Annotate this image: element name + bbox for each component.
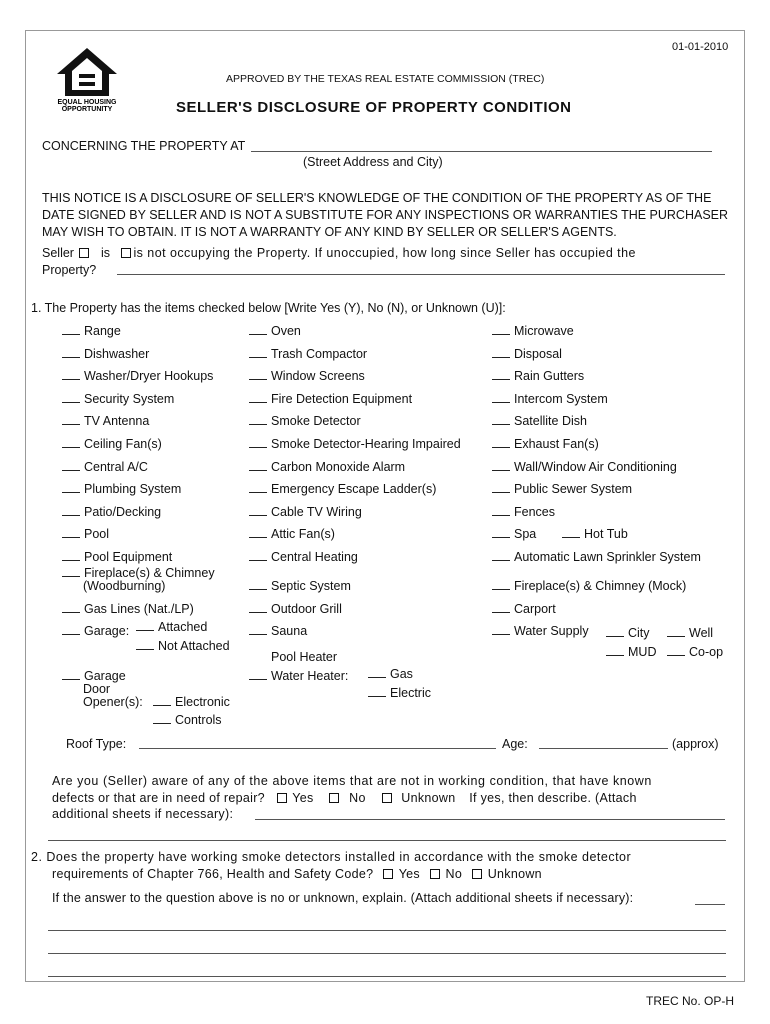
item-blank[interactable] bbox=[492, 624, 510, 635]
item-outdoor-grill[interactable] bbox=[249, 602, 342, 616]
item-label: Gas Lines (Nat./LP) bbox=[84, 602, 194, 616]
concerning-label: CONCERNING THE PROPERTY AT bbox=[42, 139, 246, 153]
item-water-city[interactable] bbox=[606, 626, 650, 640]
smoke-explain-field-0[interactable] bbox=[695, 904, 725, 905]
item-blank[interactable] bbox=[62, 550, 80, 561]
item-label: Water Supply bbox=[514, 624, 589, 638]
item-label: Not Attached bbox=[158, 639, 230, 653]
item-heater-gas[interactable] bbox=[368, 667, 413, 681]
section2-line-3: If the answer to the question above is no or unknown, explain. (Attach additional sheets if necessary): bbox=[52, 891, 634, 905]
aware-question: defects or that are in need of repair? bbox=[52, 791, 265, 805]
item-blank[interactable] bbox=[492, 437, 510, 448]
equal-housing-icon bbox=[55, 46, 119, 112]
item-col1-1[interactable] bbox=[62, 347, 149, 361]
item-label: Well bbox=[689, 626, 714, 640]
item-label: Dishwasher bbox=[84, 346, 150, 361]
smoke-unknown-label: Unknown bbox=[487, 867, 542, 881]
item-fireplace-mock[interactable] bbox=[492, 579, 686, 593]
unoccupied-duration-field[interactable] bbox=[117, 274, 725, 275]
aware-yes-checkbox[interactable] bbox=[277, 793, 287, 803]
approx-label: (approx) bbox=[672, 737, 719, 751]
item-septic[interactable] bbox=[249, 579, 351, 593]
item-sauna[interactable] bbox=[249, 624, 307, 638]
smoke-no-label: No bbox=[445, 867, 463, 881]
item-label: Hot Tub bbox=[584, 527, 628, 541]
item-label: Security System bbox=[84, 391, 175, 406]
item-col2-3[interactable] bbox=[249, 392, 412, 406]
section2-line-1: 2. Does the property have working smoke detectors installed in accordance with the smoke detector bbox=[31, 850, 632, 864]
item-blank[interactable] bbox=[62, 505, 80, 516]
item-col3-2[interactable] bbox=[492, 369, 584, 383]
item-blank[interactable] bbox=[667, 645, 685, 656]
item-col3-4[interactable] bbox=[492, 414, 587, 428]
item-blank[interactable] bbox=[249, 460, 267, 471]
item-blank[interactable] bbox=[492, 602, 510, 613]
item-label: Carport bbox=[514, 602, 556, 616]
item-blank[interactable] bbox=[62, 482, 80, 493]
item-blank[interactable] bbox=[62, 324, 80, 335]
roof-type-label: Roof Type: bbox=[66, 737, 127, 751]
item-label: Carbon Monoxide Alarm bbox=[271, 459, 406, 474]
occupancy-line bbox=[42, 246, 636, 260]
item-col3-8[interactable] bbox=[492, 505, 555, 519]
item-label: Electric bbox=[390, 686, 431, 700]
item-label: Water Heater: bbox=[271, 669, 349, 683]
aware-describe-field[interactable] bbox=[255, 819, 725, 820]
aware-line-3: additional sheets if necessary): bbox=[52, 807, 234, 821]
item-blank[interactable] bbox=[492, 324, 510, 335]
item-label: Trash Compactor bbox=[271, 346, 368, 361]
item-col3-1[interactable] bbox=[492, 347, 562, 361]
item-blank[interactable] bbox=[249, 347, 267, 358]
item-col1-9[interactable] bbox=[62, 527, 109, 541]
item-blank[interactable] bbox=[136, 639, 154, 650]
item-heater-electric[interactable] bbox=[368, 686, 431, 700]
item-col2-1[interactable] bbox=[249, 347, 367, 361]
item-label: Fireplace(s) & Chimney bbox=[84, 566, 215, 580]
item-label: TV Antenna bbox=[84, 414, 150, 429]
item-label: Attic Fan(s) bbox=[271, 527, 335, 542]
item-col3-3[interactable] bbox=[492, 392, 608, 406]
item-blank[interactable] bbox=[606, 645, 624, 656]
item-label: Pool bbox=[84, 527, 110, 542]
item-blank[interactable] bbox=[136, 620, 154, 631]
logo-text-1: EQUAL HOUSING bbox=[57, 99, 117, 106]
item-label: Central Heating bbox=[271, 550, 358, 564]
item-label: Garage: bbox=[84, 624, 130, 638]
is-occupying-checkbox[interactable] bbox=[79, 248, 89, 258]
item-blank[interactable] bbox=[562, 527, 580, 538]
item-blank[interactable] bbox=[249, 482, 267, 493]
item-blank[interactable] bbox=[249, 602, 267, 613]
age-label: Age: bbox=[502, 737, 528, 751]
item-blank[interactable] bbox=[492, 460, 510, 471]
item-col1-4[interactable] bbox=[62, 414, 149, 428]
seller-label: Seller bbox=[42, 246, 74, 260]
item-blank[interactable] bbox=[492, 369, 510, 380]
item-label: Exhaust Fan(s) bbox=[514, 437, 599, 451]
item-label: Fences bbox=[514, 504, 555, 519]
item-label: Fireplace(s) & Chimney (Mock) bbox=[514, 579, 687, 593]
item-label: Garage bbox=[84, 669, 126, 683]
item-col1-0[interactable] bbox=[62, 324, 121, 338]
item-blank[interactable] bbox=[153, 695, 171, 706]
disclosure-notice: THIS NOTICE IS A DISCLOSURE OF SELLER'S KNOWLEDGE OF THE CONDITION OF THE PROPERTY AS OF THE DATE SIGNED BY SELLER AND IS NOT A SUBSTITUTE FOR ANY INSPECTIONS OR WARRANTIES THE PURCHASER MAY WISH TO OBTAIN. IT IS NOT A WARRANTY OF ANY KIND BY SELLER OR SELLER'S AGENTS. bbox=[42, 191, 729, 239]
item-label: Oven bbox=[271, 324, 301, 338]
item-label-2: Door bbox=[83, 682, 111, 696]
item-label: Co-op bbox=[689, 645, 724, 659]
form-date: 01-01-2010 bbox=[672, 41, 729, 53]
item-col1-5[interactable] bbox=[62, 437, 162, 451]
item-col1-3[interactable] bbox=[62, 392, 174, 406]
item-col2-9[interactable] bbox=[249, 527, 335, 541]
item-blank[interactable] bbox=[62, 602, 80, 613]
form-number: TREC No. OP-H bbox=[646, 994, 735, 1008]
item-blank[interactable] bbox=[249, 579, 267, 590]
item-garage-door-opener[interactable] bbox=[62, 669, 143, 709]
item-water-coop[interactable] bbox=[667, 645, 723, 659]
aware-line-2 bbox=[52, 791, 637, 805]
item-col1-8[interactable] bbox=[62, 505, 161, 519]
item-blank[interactable] bbox=[249, 437, 267, 448]
aware-unknown-checkbox[interactable] bbox=[382, 793, 392, 803]
item-blank[interactable] bbox=[492, 392, 510, 403]
item-label: Central A/C bbox=[84, 459, 148, 474]
item-blank[interactable] bbox=[153, 713, 171, 724]
item-blank[interactable] bbox=[249, 505, 267, 516]
item-label-3: Opener(s): bbox=[83, 695, 143, 709]
item-col3-9[interactable] bbox=[492, 527, 536, 541]
item-label: Range bbox=[84, 324, 121, 338]
section2-line-2 bbox=[52, 867, 542, 881]
form-title: SELLER'S DISCLOSURE OF PROPERTY CONDITION bbox=[176, 99, 572, 116]
item-label: Smoke Detector-Hearing Impaired bbox=[271, 437, 461, 451]
item-blank[interactable] bbox=[492, 482, 510, 493]
item-label: Patio/Decking bbox=[84, 504, 162, 519]
item-label: Disposal bbox=[514, 346, 562, 361]
item-col1-6[interactable] bbox=[62, 460, 148, 474]
smoke-explain-field-2[interactable] bbox=[48, 953, 726, 954]
item-fireplace-wood[interactable] bbox=[62, 566, 215, 593]
section1-heading: 1. The Property has the items checked below [Write Yes (Y), No (N), or Unknown (U)]: bbox=[31, 301, 506, 315]
smoke-question: requirements of Chapter 766, Health and Safety Code? bbox=[52, 867, 374, 881]
item-col1-10[interactable] bbox=[62, 550, 172, 564]
item-blank[interactable] bbox=[249, 550, 267, 561]
item-col2-4[interactable] bbox=[249, 414, 361, 428]
item-label: Fire Detection Equipment bbox=[271, 391, 413, 406]
aware-describe-field-2[interactable] bbox=[48, 840, 726, 841]
item-blank[interactable] bbox=[62, 414, 80, 425]
item-blank[interactable] bbox=[62, 527, 80, 538]
smoke-no-checkbox[interactable] bbox=[430, 869, 440, 879]
item-carport[interactable] bbox=[492, 602, 556, 616]
logo-text-2: OPPORTUNITY bbox=[61, 106, 113, 112]
aware-line-1: Are you (Seller) aware of any of the above items that are not in working condition, that have known bbox=[52, 774, 652, 788]
item-blank[interactable] bbox=[249, 324, 267, 335]
item-col3-5[interactable] bbox=[492, 437, 599, 451]
item-label: Controls bbox=[175, 713, 222, 727]
aware-describe: If yes, then describe. (Attach bbox=[469, 791, 637, 805]
item-label: Pool Equipment bbox=[84, 550, 173, 564]
item-blank[interactable] bbox=[62, 369, 80, 380]
item-blank[interactable] bbox=[249, 669, 267, 680]
item-label: Window Screens bbox=[271, 369, 365, 384]
item-label: Septic System bbox=[271, 579, 351, 593]
approved-by: APPROVED BY THE TEXAS REAL ESTATE COMMISSION (TREC) bbox=[226, 73, 545, 85]
item-blank[interactable] bbox=[62, 460, 80, 471]
item-blank[interactable] bbox=[368, 686, 386, 697]
item-col2-10[interactable] bbox=[249, 550, 358, 564]
item-col2-7[interactable] bbox=[249, 482, 436, 496]
item-blank[interactable] bbox=[62, 437, 80, 448]
item-label: Automatic Lawn Sprinkler System bbox=[514, 550, 701, 564]
smoke-explain-field-3[interactable] bbox=[48, 976, 726, 977]
item-label: Satellite Dish bbox=[514, 414, 587, 429]
item-col1-2[interactable] bbox=[62, 369, 213, 383]
age-field[interactable] bbox=[539, 748, 668, 749]
item-col3-0[interactable] bbox=[492, 324, 574, 338]
item-blank[interactable] bbox=[492, 347, 510, 358]
address-caption: (Street Address and City) bbox=[303, 155, 443, 169]
item-blank[interactable] bbox=[249, 414, 267, 425]
item-label: Attached bbox=[158, 620, 208, 634]
item-blank[interactable] bbox=[492, 550, 510, 561]
item-label-2: (Woodburning) bbox=[83, 579, 166, 593]
item-blank[interactable] bbox=[368, 667, 386, 678]
item-opener-electronic[interactable] bbox=[153, 695, 230, 709]
item-col2-5[interactable] bbox=[249, 437, 461, 451]
item-col2-6[interactable] bbox=[249, 460, 405, 474]
item-blank[interactable] bbox=[492, 414, 510, 425]
item-label: MUD bbox=[628, 645, 657, 659]
item-blank[interactable] bbox=[62, 566, 80, 577]
item-blank[interactable] bbox=[62, 669, 80, 680]
item-col3-7[interactable] bbox=[492, 482, 632, 496]
is-not-label: is not occupying the Property. If unoccupied, how long since Seller has occupied the bbox=[133, 246, 636, 260]
is-not-occupying-checkbox[interactable] bbox=[121, 248, 131, 258]
smoke-yes-checkbox[interactable] bbox=[383, 869, 393, 879]
item-label: City bbox=[628, 626, 650, 640]
item-garage[interactable] bbox=[62, 624, 129, 638]
item-blank[interactable] bbox=[249, 650, 267, 661]
aware-unknown-label: Unknown bbox=[401, 791, 456, 805]
item-blank[interactable] bbox=[249, 392, 267, 403]
item-col3-10[interactable] bbox=[492, 550, 701, 564]
property-label: Property? bbox=[42, 263, 97, 277]
item-label: Pool Heater bbox=[271, 650, 338, 664]
item-label: Cable TV Wiring bbox=[271, 504, 362, 519]
item-blank[interactable] bbox=[249, 527, 267, 538]
item-label: Public Sewer System bbox=[514, 482, 633, 497]
item-col2-2[interactable] bbox=[249, 369, 365, 383]
smoke-yes-label: Yes bbox=[398, 867, 420, 881]
item-garage-not-attached[interactable] bbox=[136, 639, 230, 653]
item-blank[interactable] bbox=[62, 347, 80, 358]
item-opener-controls[interactable] bbox=[153, 713, 222, 727]
item-label: Rain Gutters bbox=[514, 369, 585, 384]
item-col1-7[interactable] bbox=[62, 482, 181, 496]
is-label: is bbox=[100, 246, 110, 260]
smoke-explain-field-1[interactable] bbox=[48, 930, 726, 931]
item-label: Outdoor Grill bbox=[271, 602, 342, 616]
item-water-mud[interactable] bbox=[606, 645, 656, 659]
item-label: Gas bbox=[390, 667, 413, 681]
item-label: Intercom System bbox=[514, 391, 608, 406]
item-blank[interactable] bbox=[62, 392, 80, 403]
item-pool-heater[interactable] bbox=[249, 650, 337, 664]
smoke-unknown-checkbox[interactable] bbox=[472, 869, 482, 879]
item-blank[interactable] bbox=[492, 527, 510, 538]
item-col2-8[interactable] bbox=[249, 505, 362, 519]
item-blank[interactable] bbox=[249, 369, 267, 380]
aware-no-label: No bbox=[349, 791, 366, 805]
item-col2-0[interactable] bbox=[249, 324, 301, 338]
item-water-heater[interactable] bbox=[249, 669, 348, 683]
item-water-supply[interactable] bbox=[492, 624, 589, 638]
aware-no-checkbox[interactable] bbox=[329, 793, 339, 803]
address-field[interactable] bbox=[251, 151, 712, 152]
item-garage-attached[interactable] bbox=[136, 620, 207, 634]
item-label: Smoke Detector bbox=[271, 414, 361, 429]
item-label: Sauna bbox=[271, 624, 308, 638]
item-col3-6[interactable] bbox=[492, 460, 677, 474]
item-blank[interactable] bbox=[492, 505, 510, 516]
item-label: Emergency Escape Ladder(s) bbox=[271, 482, 437, 497]
item-blank[interactable] bbox=[492, 579, 510, 590]
item-label: Wall/Window Air Conditioning bbox=[514, 459, 677, 474]
item-label: Plumbing System bbox=[84, 482, 182, 497]
item-blank[interactable] bbox=[62, 624, 80, 635]
roof-type-field[interactable] bbox=[139, 748, 496, 749]
item-label: Microwave bbox=[514, 324, 574, 338]
item-label: Washer/Dryer Hookups bbox=[84, 369, 214, 384]
item-blank[interactable] bbox=[606, 626, 624, 637]
item-label: Ceiling Fan(s) bbox=[84, 437, 162, 451]
item-label: Electronic bbox=[175, 695, 230, 709]
item-gas-lines[interactable] bbox=[62, 602, 194, 616]
item-label: Spa bbox=[514, 527, 537, 542]
item-hot-tub[interactable] bbox=[562, 527, 628, 541]
item-water-well[interactable] bbox=[667, 626, 713, 640]
aware-yes-label: Yes bbox=[292, 791, 314, 805]
item-blank[interactable] bbox=[249, 624, 267, 635]
item-blank[interactable] bbox=[667, 626, 685, 637]
